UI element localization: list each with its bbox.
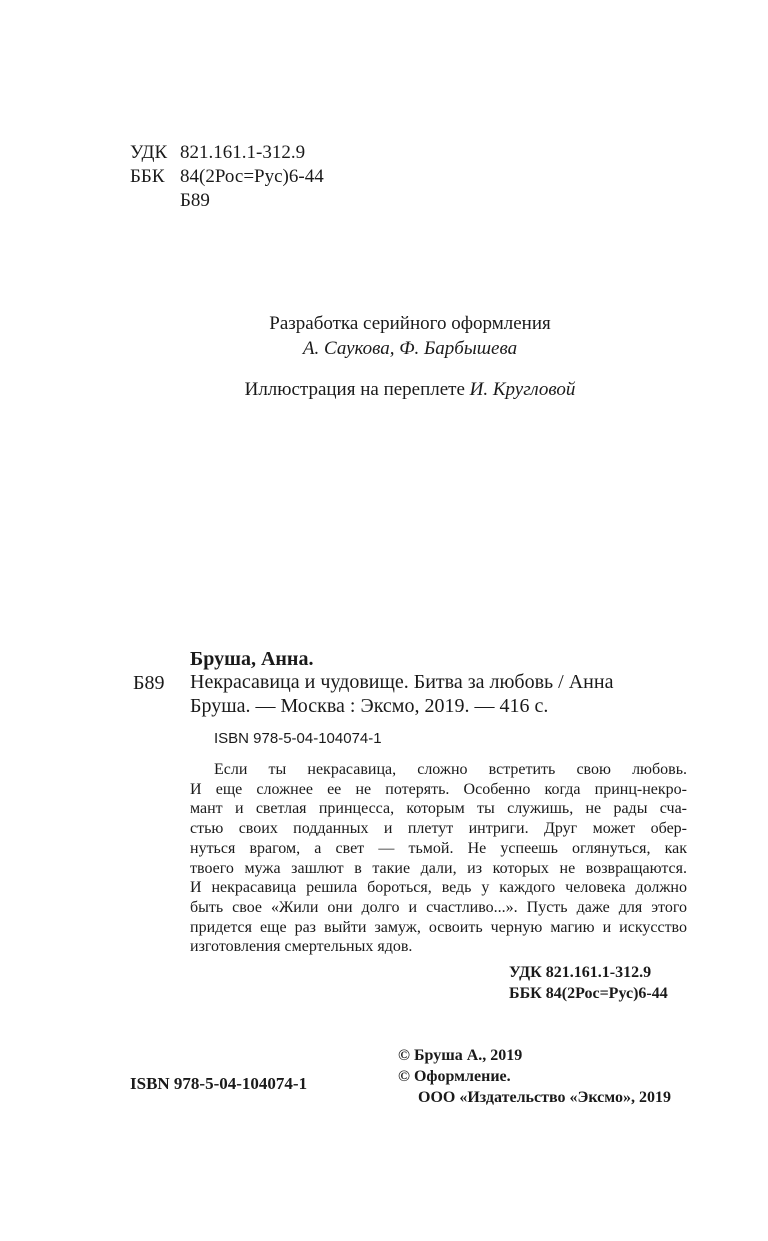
- annotation-line: нуться врагом, а свет — тьмой. Не успеешь оглянуться, как: [190, 839, 687, 857]
- cover-illustrator: И. Кругловой: [469, 379, 576, 400]
- catalog-title-line-2: Бруша. — Москва : Эксмо, 2019. — 416 с.: [190, 695, 549, 717]
- annotation: [190, 760, 687, 957]
- isbn-main: ISBN 978-5-04-104074-1: [130, 1074, 308, 1093]
- series-design-label: Разработка серийного оформления: [269, 313, 551, 334]
- copyright-publisher: ООО «Издательство «Эксмо», 2019: [418, 1089, 671, 1106]
- udk-label: УДК: [130, 142, 168, 163]
- annotation-line: мант и светлая принцесса, которым ты служишь, не рады сча-: [190, 800, 687, 818]
- annotation-line: Если ты некрасавица, сложно встретить свою любовь.: [214, 761, 687, 778]
- annotation-line: твоего мужа зашлют в такие дали, из которых не возвращаются.: [190, 859, 687, 877]
- series-designers-names: А. Саукова, Ф. Барбышева: [302, 338, 518, 359]
- cover-illustration-label: Иллюстрация на переплете: [244, 379, 465, 400]
- cover-illustration-credit: [0, 377, 768, 402]
- copyright-author: © Бруша А., 2019: [398, 1047, 523, 1064]
- annotation-line: И некрасавица решила бороться, ведь у каждого человека должно: [190, 879, 687, 897]
- catalog-author-mark: Б89: [133, 672, 165, 694]
- bbk-label: ББК: [130, 166, 165, 187]
- series-designers: [0, 336, 768, 361]
- annotation-line: стью своих подданных и плетут интриги. Друг может обер-: [190, 820, 687, 838]
- annotation-line: быть свое «Жили они долго и счастливо...». Пусть даже для этого: [190, 898, 687, 916]
- copyright-block: [398, 1045, 671, 1108]
- annotation-line: И еще сложнее ее не потерять. Особенно когда принц-некро-: [190, 780, 687, 798]
- bbk-value: 84(2Рос=Рус)6-44: [180, 166, 324, 187]
- udk-value: 821.161.1-312.9: [180, 142, 306, 163]
- author-mark: Б89: [180, 190, 210, 211]
- catalog-bbk-line: ББК 84(2Рос=Рус)6-44: [509, 985, 668, 1002]
- copyright-design: © Оформление.: [398, 1068, 511, 1085]
- catalog-isbn: ISBN 978-5-04-104074-1: [214, 730, 382, 747]
- udk-row: [130, 141, 324, 165]
- catalog-title-line-1: Некрасавица и чудовище. Битва за любовь / Анна: [190, 671, 614, 693]
- author-mark-row: [130, 189, 324, 213]
- annotation-line: изготовления смертельных ядов.: [190, 938, 413, 956]
- catalog-author-heading: Бруша, Анна.: [190, 648, 314, 670]
- classification-block: [130, 141, 324, 213]
- catalog-udk-line: УДК 821.161.1-312.9: [509, 964, 652, 981]
- bbk-row: [130, 165, 324, 189]
- annotation-line: придется еще раз выйти замуж, освоить черную магию и искусство: [190, 918, 687, 936]
